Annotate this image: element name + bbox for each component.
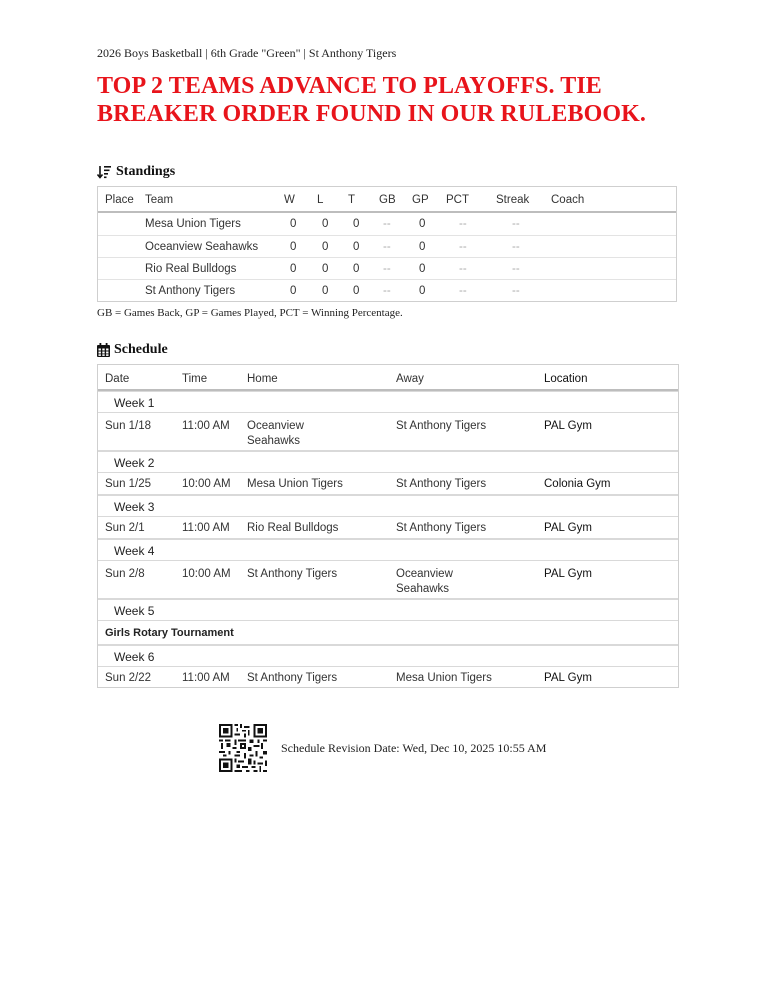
t-cell: 0 [353,285,360,297]
streak-cell: -- [512,241,520,253]
location-cell: PAL Gym [544,672,592,684]
time-cell: 11:00 AM [182,522,230,534]
table-row [98,257,676,280]
col-location: Location [544,373,588,385]
l-cell: 0 [322,263,329,275]
table-row [98,235,676,258]
date-cell: Sun 2/1 [105,522,145,534]
t-cell: 0 [353,263,360,275]
away-cell: St Anthony Tigers [396,522,487,534]
col-gp: GP [412,194,429,206]
schedule-table [97,364,679,688]
calendar-icon [97,343,110,357]
week-header [98,599,678,621]
date-cell: Sun 2/22 [105,672,152,684]
col-pct: PCT [446,194,469,206]
playoff-banner: TOP 2 TEAMS ADVANCE TO PLAYOFFS. TIE BREAKER ORDER FOUND IN OUR RULEBOOK. [97,73,646,127]
qr-code-icon [219,724,267,772]
col-home: Home [247,373,278,385]
col-time: Time [182,373,208,385]
game-row [98,667,678,689]
away-cell: Mesa Union Tigers [396,672,492,684]
week-label: Week 6 [114,650,155,664]
home-cell: Mesa Union Tigers [247,478,343,490]
team-cell: St Anthony Tigers [145,285,236,297]
home-cell: St Anthony Tigers [247,672,338,684]
week-header [98,539,678,561]
pct-cell: -- [459,285,467,297]
streak-cell: -- [512,218,520,230]
table-row [98,213,676,235]
away-cell: St Anthony Tigers [396,478,487,490]
table-row [98,279,676,302]
away-cell: St Anthony Tigers [396,420,487,432]
gb-cell: -- [383,285,391,297]
col-date: Date [105,373,130,385]
l-cell: 0 [322,285,329,297]
team-cell: Rio Real Bulldogs [145,263,237,275]
home-cell: Oceanview Seahawks [247,420,304,447]
streak-cell: -- [512,285,520,297]
game-row [98,473,678,495]
standings-footnote: GB = Games Back, GP = Games Played, PCT = Winning Percentage. [97,307,403,319]
gp-cell: 0 [419,263,426,275]
schedule-header-row [98,367,678,391]
pct-cell: -- [459,263,467,275]
standings-table [97,186,677,302]
week-header [98,495,678,517]
gb-cell: -- [383,218,391,230]
location-cell: PAL Gym [544,522,592,534]
location-cell: PAL Gym [544,568,592,580]
standings-header-row [98,189,676,213]
week-header [98,391,678,413]
gb-cell: -- [383,241,391,253]
schedule-heading [97,342,168,358]
w-cell: 0 [290,241,297,253]
standings-title: Standings [116,164,176,179]
week-label: Week 3 [114,500,155,514]
w-cell: 0 [290,285,297,297]
away-cell: Oceanview Seahawks [396,568,453,595]
col-l: L [317,194,324,206]
game-row [98,561,678,599]
sort-icon [97,165,112,179]
pct-cell: -- [459,241,467,253]
team-cell: Oceanview Seahawks [145,241,259,253]
location-cell: PAL Gym [544,420,592,432]
col-gb: GB [379,194,396,206]
game-row [98,517,678,539]
date-cell: Sun 2/8 [105,568,145,580]
schedule-title: Schedule [114,342,168,357]
w-cell: 0 [290,218,297,230]
home-cell: St Anthony Tigers [247,568,338,580]
col-streak: Streak [496,194,530,206]
col-coach: Coach [551,194,585,206]
gp-cell: 0 [419,285,426,297]
gp-cell: 0 [419,218,426,230]
week-label: Week 2 [114,456,155,470]
col-away: Away [396,373,424,385]
date-cell: Sun 1/18 [105,420,152,432]
week-label: Week 4 [114,544,155,558]
time-cell: 10:00 AM [182,568,231,580]
col-t: T [348,194,356,206]
team-cell: Mesa Union Tigers [145,218,241,230]
col-w: W [284,194,295,206]
time-cell: 11:00 AM [182,420,230,432]
week-label: Week 1 [114,396,155,410]
t-cell: 0 [353,218,360,230]
home-cell: Rio Real Bulldogs [247,522,339,534]
gb-cell: -- [383,263,391,275]
time-cell: 11:00 AM [182,672,230,684]
game-row [98,413,678,451]
l-cell: 0 [322,241,329,253]
breadcrumb: 2026 Boys Basketball | 6th Grade "Green" | St Anthony Tigers [97,46,397,60]
pct-cell: -- [459,218,467,230]
w-cell: 0 [290,263,297,275]
t-cell: 0 [353,241,360,253]
location-cell: Colonia Gym [544,478,611,490]
l-cell: 0 [322,218,329,230]
gp-cell: 0 [419,241,426,253]
week-note-row [98,621,678,645]
week-header [98,451,678,473]
streak-cell: -- [512,263,520,275]
standings-heading [97,164,175,180]
col-team: Team [145,194,174,206]
week-note: Girls Rotary Tournament [105,627,234,639]
revision-date: Schedule Revision Date: Wed, Dec 10, 2025 10:55 AM [281,741,547,755]
time-cell: 10:00 AM [182,478,231,490]
week-header [98,645,678,667]
date-cell: Sun 1/25 [105,478,152,490]
week-label: Week 5 [114,604,155,618]
col-place: Place [105,194,134,206]
